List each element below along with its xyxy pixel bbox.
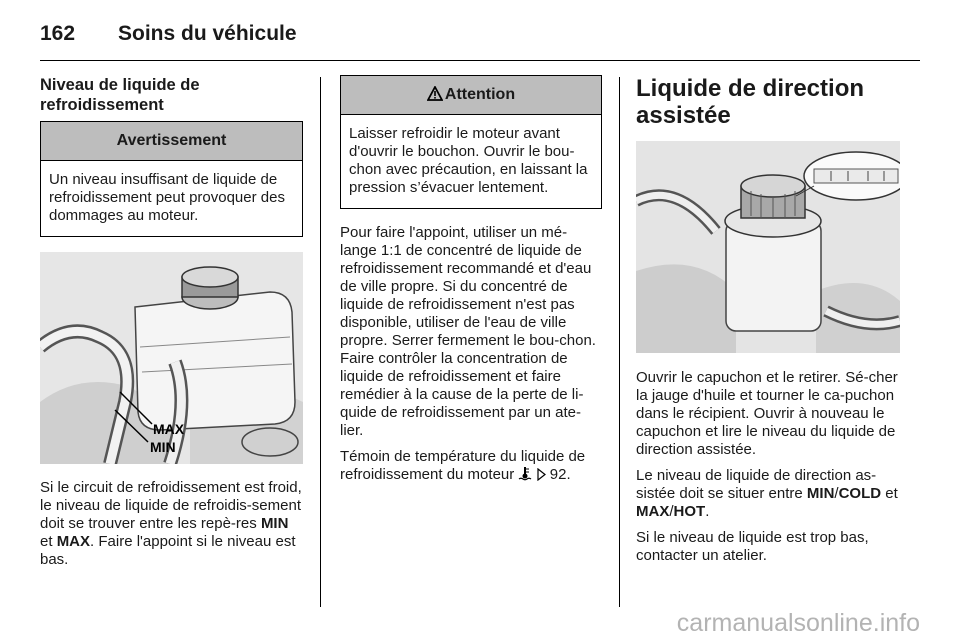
page-header bbox=[40, 20, 920, 61]
column-attention bbox=[340, 75, 602, 492]
temperature-warning-paragraph: Témoin de température du liquide de refroidissement du moteur 92. bbox=[340, 448, 586, 483]
warning-triangle-icon bbox=[427, 86, 443, 101]
coolant-temperature-icon bbox=[518, 466, 532, 481]
running-title: Soins du véhicule bbox=[118, 22, 297, 45]
power-steering-check-paragraph: Ouvrir le capuchon et le retirer. Sé-cher la jauge d'huile et tourner le ca-puchon dans le récipient. Ouvrir à nouveau le capuchon et lire le niveau du liquide de direction assistée. bbox=[636, 369, 898, 458]
attention-box-title: Attention bbox=[341, 76, 601, 115]
column-divider-1 bbox=[320, 77, 321, 607]
coolant-level-paragraph: Si le circuit de refroidissement est froid, le niveau de liquide de refroidis-sement doit se trouver entre les repè-res MIN et MAX. Faire l'appoint si le niveau est bas. bbox=[40, 479, 302, 568]
attention-box-text: Laisser refroidir le moteur avant d'ouvrir le bouchon. Ouvrir le bou-chon avec précaution, en laissant la pression s’évacuer lentement. bbox=[349, 125, 588, 196]
column-divider-2 bbox=[619, 77, 620, 607]
page-number: 162 bbox=[40, 22, 76, 45]
power-steering-level-paragraph: Le niveau de liquide de direction as-sistée doit se situer entre MIN/COLD et MAX/HOT. bbox=[636, 467, 898, 520]
warning-box-text: Un niveau insuffisant de liquide de refroidissement peut provoquer des dommages au moteur. bbox=[49, 171, 285, 224]
low-level-paragraph: Si le niveau de liquide est trop bas, contacter un atelier. bbox=[636, 529, 869, 564]
attention-box bbox=[340, 75, 602, 209]
warning-box bbox=[40, 121, 303, 237]
max-label: MAX bbox=[153, 421, 185, 437]
page-reference-arrow-icon bbox=[537, 468, 546, 481]
watermark: carmanualsonline.info bbox=[676, 609, 920, 637]
refill-paragraph: Pour faire l'appoint, utiliser un mé-lange 1:1 de concentré de liquide de refroidissement recommandé et d'eau de ville propre. Si du concentré de liquide de refroidissement n'est pas disponible, utiliser de l'eau de ville propre. Serrer fermement le bou-chon. Faire contrôler la concentration de liquide de refroidissement et faire remédier à la cause de la perte de li-quide de refroidissement par un ate-lier. bbox=[340, 224, 596, 439]
coolant-reservoir-figure bbox=[40, 252, 303, 464]
power-steering-reservoir-figure bbox=[636, 141, 900, 353]
power-steering-heading: Liquide de direction assistée bbox=[636, 75, 865, 129]
coolant-heading: Niveau de liquide de refroidissement bbox=[40, 76, 200, 114]
min-label: MIN bbox=[150, 439, 176, 455]
column-coolant bbox=[40, 75, 303, 577]
column-power-steering bbox=[636, 75, 902, 573]
warning-box-title: Avertissement bbox=[41, 122, 302, 161]
